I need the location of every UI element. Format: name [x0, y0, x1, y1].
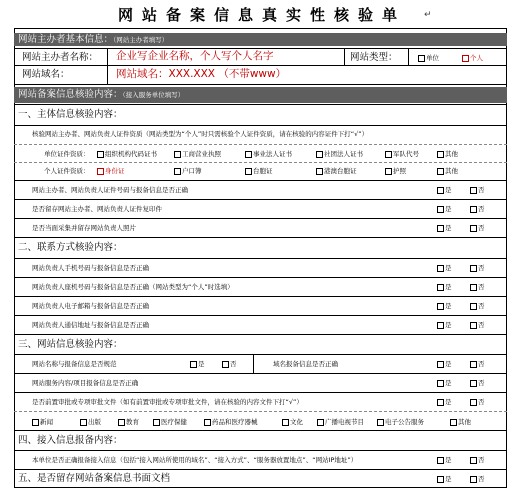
s5-no[interactable]: 否 [470, 475, 485, 484]
domain-value[interactable]: 网站域名：XXX.XXX （不带www） [116, 68, 287, 80]
s3-opt-8[interactable]: 其他 [450, 418, 471, 427]
s2-q1: 网站负责人手机号码与报备信息是否正确 [32, 264, 149, 272]
unit-opt-2[interactable]: 事业法人证书 [245, 150, 292, 159]
person-opt-5[interactable]: 其他 [437, 167, 458, 176]
unit-opt-4[interactable]: 军队代号 [385, 150, 419, 159]
section1-title: 一、主体信息核验内容： [18, 109, 123, 120]
s3-q1: 网站名称与报备信息是否规范 [32, 360, 117, 368]
s1-q1: 网站主办者、网站负责人证件号码与报备信息是否正确 [32, 186, 188, 194]
s2-q1-no[interactable]: 否 [470, 264, 485, 273]
s2-q2: 网站负责人座机号码与报备信息是否正确（网站类型为“个人”时选填） [32, 283, 234, 291]
unit-credentials-label: 单位证件资质： [44, 150, 90, 158]
s3-opt-0[interactable]: 新闻 [32, 418, 53, 427]
s3-opt-3[interactable]: 医疗保健 [153, 418, 187, 427]
s3-opt-4[interactable]: 药品和医疗器械 [204, 418, 258, 427]
person-opt-2[interactable]: 台胞证 [245, 167, 273, 176]
s3-q3-no[interactable]: 否 [470, 398, 485, 407]
s2-q3-yes[interactable]: 是 [437, 302, 452, 311]
unit-opt-5[interactable]: 其他 [437, 150, 458, 159]
s1-q2: 是否留存网站主办者、网站负责人证件复印件 [32, 205, 162, 213]
form-title: 网站备案信息真实性核验单 [117, 6, 406, 24]
host-name-value[interactable]: 企业写企业名称，个人写个人名字 [116, 50, 274, 62]
s2-q4: 网站负责人通信地址与报备信息是否正确 [32, 321, 149, 329]
s1-q1-no[interactable]: 否 [470, 186, 485, 195]
s1-q2-no[interactable]: 否 [470, 205, 485, 214]
verify-header: 网站备案信息核验内容：（接入服务单位填写） [14, 87, 507, 103]
s2-q2-yes[interactable]: 是 [437, 283, 452, 292]
unit-opt-1[interactable]: 工商营业执照 [174, 150, 221, 159]
domain-label: 网站域名： [22, 69, 70, 80]
s1-q1-yes[interactable]: 是 [437, 186, 452, 195]
s2-q4-yes[interactable]: 是 [437, 321, 452, 330]
s2-q3: 网站负责人电子邮箱与报备信息是否正确 [32, 302, 149, 310]
s3-opt-2[interactable]: 教育 [118, 418, 139, 427]
checkbox-icon [418, 55, 425, 62]
s3-q2-yes[interactable]: 是 [437, 379, 452, 388]
s3-q1-no[interactable]: 否 [222, 360, 237, 369]
s3-opt-5[interactable]: 文化 [282, 418, 303, 427]
s2-q3-no[interactable]: 否 [470, 302, 485, 311]
s4-q1-yes[interactable]: 是 [437, 456, 452, 465]
s2-q4-no[interactable]: 否 [470, 321, 485, 330]
s3-q3: 是否前置审批或专项审批文件（如有前置审批或专项审批文件，请在核验的内容文件下打“√”） [32, 398, 303, 406]
s1-q2-yes[interactable]: 是 [437, 205, 452, 214]
s3-q1b-no[interactable]: 否 [470, 360, 485, 369]
site-type-label: 网站类型： [350, 52, 398, 63]
s3-q2: 网站服务内容/项目报备信息是否正确 [32, 379, 139, 387]
s5-yes[interactable]: 是 [437, 475, 452, 484]
s3-opt-1[interactable]: 出版 [80, 418, 101, 427]
checkbox-icon [462, 55, 469, 62]
s1-description: 核验网站主办者、网站负责人证件资质（网站类型为“个人”时只需核验个人证件资质，请在核验的内容证件下打“√”） [32, 130, 369, 138]
person-opt-3[interactable]: 港澳台胞证 [316, 167, 357, 176]
s4-q1-no[interactable]: 否 [470, 456, 485, 465]
section3-title: 三、网站信息核验内容： [18, 339, 123, 350]
s3-q2-no[interactable]: 否 [470, 379, 485, 388]
s3-q1b: 域名报备信息是否正确 [273, 360, 338, 368]
s3-q1-yes[interactable]: 是 [190, 360, 205, 369]
unit-opt-3[interactable]: 社团法人证书 [316, 150, 363, 159]
person-opt-0[interactable]: 身份证 [97, 167, 125, 176]
s3-q1b-yes[interactable]: 是 [437, 360, 452, 369]
site-type-person[interactable]: 个人 [462, 54, 483, 63]
s1-q3-yes[interactable]: 是 [437, 224, 452, 233]
person-opt-4[interactable]: 护照 [385, 167, 406, 176]
host-info-header: 网站主办者基本信息：（网站主办者填写） [14, 33, 507, 46]
s3-opt-7[interactable]: 电子公告服务 [377, 418, 424, 427]
site-type-unit[interactable]: 单位 [418, 54, 439, 63]
person-opt-1[interactable]: 户口簿 [174, 167, 202, 176]
person-credentials-label: 个人证件资质： [44, 167, 90, 175]
s3-q3-yes[interactable]: 是 [437, 398, 452, 407]
section2-title: 二、联系方式核验内容： [18, 242, 123, 253]
host-name-label: 网站主办者名称： [22, 52, 99, 63]
s2-q1-yes[interactable]: 是 [437, 264, 452, 273]
s1-q3: 是否当面采集并留存网站负责人照片 [32, 224, 136, 232]
paragraph-mark: ↵ [424, 10, 432, 20]
s2-q2-no[interactable]: 否 [470, 283, 485, 292]
s4-q1: 本单位是否正确报备接入信息（包括“接入网站所使用的域名”、“接入方式”、“服务器放置地点”、“网站IP地址”） [32, 456, 358, 464]
section4-title: 四、接入信息报备内容： [18, 435, 123, 446]
section5-title: 五、是否留存网站备案信息书面文档 [18, 473, 171, 484]
s1-q3-no[interactable]: 否 [470, 224, 485, 233]
s3-opt-6[interactable]: 广播电视节目 [317, 418, 364, 427]
unit-opt-0[interactable]: 组织机构代码证书 [97, 150, 157, 159]
